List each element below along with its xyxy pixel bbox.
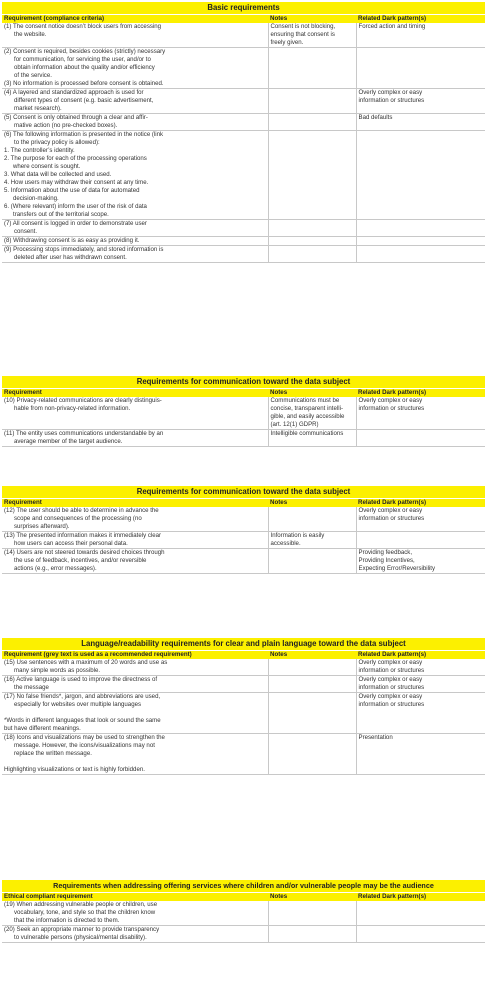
table-row (2, 532, 485, 549)
requirement-text: mative action (no pre-checked boxes). (14, 122, 118, 129)
dark-pattern-text: information or structures (358, 405, 425, 412)
column-header-dark-patterns: Related Dark pattern(s) (356, 893, 485, 902)
requirement-text: (3) No information is processed before consent is obtained. (4, 80, 164, 87)
section-title: Basic requirements (2, 2, 485, 15)
requirement-text: for communication, for servicing the user, and/or to (14, 56, 151, 63)
requirement-text: the message (14, 684, 49, 691)
column-header-notes: Notes (268, 651, 356, 660)
requirement-text: (15) Use sentences with a maximum of 20 words and use as (4, 659, 168, 666)
table-row (2, 926, 485, 943)
table-row (2, 901, 485, 926)
requirement-text: (10) Privacy-related communications are clearly distinguis- (4, 397, 162, 404)
dark-pattern-text: Expecting Error/Reversibility (358, 565, 436, 572)
requirement-text: (5) Consent is only obtained through a clear and affir- (4, 114, 148, 121)
table-row (2, 89, 485, 114)
table-row (2, 23, 485, 48)
requirement-text: market research). (14, 105, 62, 112)
column-header-notes: Notes (268, 893, 356, 902)
list-item: 2. The purpose for each of the processing operations (4, 155, 147, 162)
column-header-requirement: Requirement (2, 389, 268, 398)
dark-pattern-text: information or structures (358, 515, 425, 522)
requirement-text: average member of the target audience. (14, 438, 123, 445)
notes-text: gible, and easily accessible (270, 413, 345, 420)
requirement-text: the website. (14, 31, 47, 38)
notes-text: concise, transparent intelli- (270, 405, 343, 412)
dark-pattern-text: Overly complex or easy (358, 693, 423, 700)
table-row (2, 114, 485, 131)
column-header-dark-patterns: Related Dark pattern(s) (356, 499, 485, 508)
vulnerable-audience-table (2, 880, 485, 943)
requirement-text: (4) A layered and standardized approach is used for (4, 89, 144, 96)
list-item: 1. The controller’s identity. (4, 147, 75, 154)
dark-pattern-text: Overly complex or easy (358, 89, 423, 96)
notes-text: Communications must be (270, 397, 340, 404)
requirement-text: (1) The consent notice doesn’t block users from accessing (4, 23, 162, 30)
requirement-text: replace the written message. (14, 750, 92, 757)
requirement-text: (17) No false friends*, jargon, and abbreviations are used, (4, 693, 161, 700)
dark-pattern-text: information or structures (358, 667, 425, 674)
requirement-text: different types of consent (e.g. basic advertisement, (14, 97, 154, 104)
requirement-text: deleted after user has withdrawn consent. (14, 254, 127, 261)
table-row (2, 48, 485, 89)
requirement-text: (11) The entity uses communications understandable by an (4, 430, 164, 437)
column-header-requirement: Ethical compliant requirement (2, 893, 268, 902)
requirement-text: (12) The user should be able to determine in advance the (4, 507, 159, 514)
dark-pattern-text: Providing feedback, (358, 549, 413, 556)
table-row (2, 659, 485, 676)
table-row (2, 246, 485, 263)
requirement-text: especially for websites over multiple languages (14, 701, 142, 708)
column-header-dark-patterns: Related Dark pattern(s) (356, 651, 485, 660)
notes-text: Intelligible communications (270, 430, 344, 437)
requirement-text: (18) Icons and visualizations may be used to strengthen the (4, 734, 165, 741)
requirement-text: of the service. (14, 72, 52, 79)
notes-text: Consent is not blocking, (270, 23, 336, 30)
requirement-text: how users can access their personal data. (14, 540, 128, 547)
table-row (2, 131, 485, 220)
basic-requirements-table (2, 2, 485, 263)
requirement-text: (14) Users are not steered towards desired choices through (4, 549, 165, 556)
table-row (2, 430, 485, 447)
dark-pattern-text: Overly complex or easy (358, 659, 423, 666)
dark-pattern-text: information or structures (358, 684, 425, 691)
column-header-requirement: Requirement (compliance criteria) (2, 15, 268, 24)
requirement-text: (8) Withdrawing consent is as easy as providing it. (4, 237, 140, 244)
table-row (2, 507, 485, 532)
dark-pattern-text: Bad defaults (358, 114, 393, 121)
requirement-text: many simple words as possible. (14, 667, 101, 674)
requirement-text: the use of feedback, incentives, and/or reversible (14, 557, 147, 564)
dark-pattern-text: Providing Incentives, (358, 557, 415, 564)
footnote-text: but have different meanings. (4, 725, 81, 732)
requirement-text: (9) Processing stops immediately, and stored information is (4, 246, 164, 253)
requirement-text: surprises afterward). (14, 523, 70, 530)
requirement-text: scope and consequences of the processing (no (14, 515, 142, 522)
dark-pattern-text: Forced action and timing (358, 23, 426, 30)
column-header-notes: Notes (268, 15, 356, 24)
column-header-requirement: Requirement (grey text is used as a recommended requirement) (2, 651, 268, 660)
requirement-text: obtain information about the quality and/or efficiency (14, 64, 155, 71)
requirement-text: (20) Seek an appropriate manner to provide transparency (4, 926, 160, 933)
section-title: Language/readability requirements for clear and plain language toward the data subject (2, 638, 485, 651)
notes-text: Information is easily (270, 532, 325, 539)
section-title: Requirements for communication toward the data subject (2, 376, 485, 389)
dark-pattern-text: information or structures (358, 97, 425, 104)
column-header-notes: Notes (268, 499, 356, 508)
list-item: 4. How users may withdraw their consent at any time. (4, 179, 149, 186)
dark-pattern-text: Overly complex or easy (358, 676, 423, 683)
column-header-notes: Notes (268, 389, 356, 398)
requirement-text: (2) Consent is required, besides cookies (strictly) necessary (4, 48, 166, 55)
requirement-text: hable from non-privacy-related information. (14, 405, 131, 412)
list-item: 3. What data will be collected and used. (4, 171, 112, 178)
list-item-continued: transfers out of the territorial scope. (13, 211, 109, 218)
requirement-text: (13) The presented information makes it immediately clear (4, 532, 162, 539)
requirement-text: message. However, the icons/visualizations may not (14, 742, 155, 749)
table-row (2, 397, 485, 430)
list-item-continued: decision-making. (13, 195, 59, 202)
requirement-text: to the privacy policy is allowed): (14, 139, 100, 146)
table-row (2, 734, 485, 775)
communication-requirements-table-1 (2, 376, 485, 447)
requirement-text: consent. (14, 228, 38, 235)
list-item: 5. Information about the use of data for automated (4, 187, 140, 194)
dark-pattern-text: Overly complex or easy (358, 397, 423, 404)
footnote-text: Highlighting visualizations or text is highly forbidden. (4, 766, 145, 773)
dark-pattern-text: Overly complex or easy (358, 507, 423, 514)
communication-requirements-table-2 (2, 486, 485, 574)
language-readability-table (2, 638, 485, 775)
table-row (2, 676, 485, 693)
table-row (2, 549, 485, 574)
notes-text: ensuring that consent is (270, 31, 335, 38)
requirement-text: (16) Active language is used to improve the directness of (4, 676, 158, 683)
requirement-text: to vulnerable persons (physical/mental disability). (14, 934, 147, 941)
list-item: 6. (Where relevant) inform the user of the risk of data (4, 203, 147, 210)
table-row (2, 220, 485, 237)
notes-text: freely given. (270, 39, 304, 46)
requirement-text: vocabulary, tone, and style so that the children know (14, 909, 156, 916)
requirement-text: (19) When addressing vulnerable people or children, use (4, 901, 158, 908)
notes-text: (art. 12(1) GDPR) (270, 421, 319, 428)
table-row (2, 693, 485, 734)
column-header-dark-patterns: Related Dark pattern(s) (356, 15, 485, 24)
requirement-text: (6) The following information is presented in the notice (link (4, 131, 164, 138)
column-header-dark-patterns: Related Dark pattern(s) (356, 389, 485, 398)
dark-pattern-text: information or structures (358, 701, 425, 708)
notes-text: accessible. (270, 540, 301, 547)
requirement-text: (7) All consent is logged in order to demonstrate user (4, 220, 147, 227)
table-row (2, 237, 485, 246)
dark-pattern-text: Presentation (358, 734, 393, 741)
section-title: Requirements when addressing offering services where children and/or vulnerable people may be the audience (2, 880, 485, 893)
footnote-text: *Words in different languages that look or sound the same (4, 717, 161, 724)
list-item-continued: where consent is sought. (13, 163, 81, 170)
column-header-requirement: Requirement (2, 499, 268, 508)
requirement-text: actions (e.g., error messages). (14, 565, 97, 572)
section-title: Requirements for communication toward the data subject (2, 486, 485, 499)
requirement-text: that the information is directed to them. (14, 917, 120, 924)
